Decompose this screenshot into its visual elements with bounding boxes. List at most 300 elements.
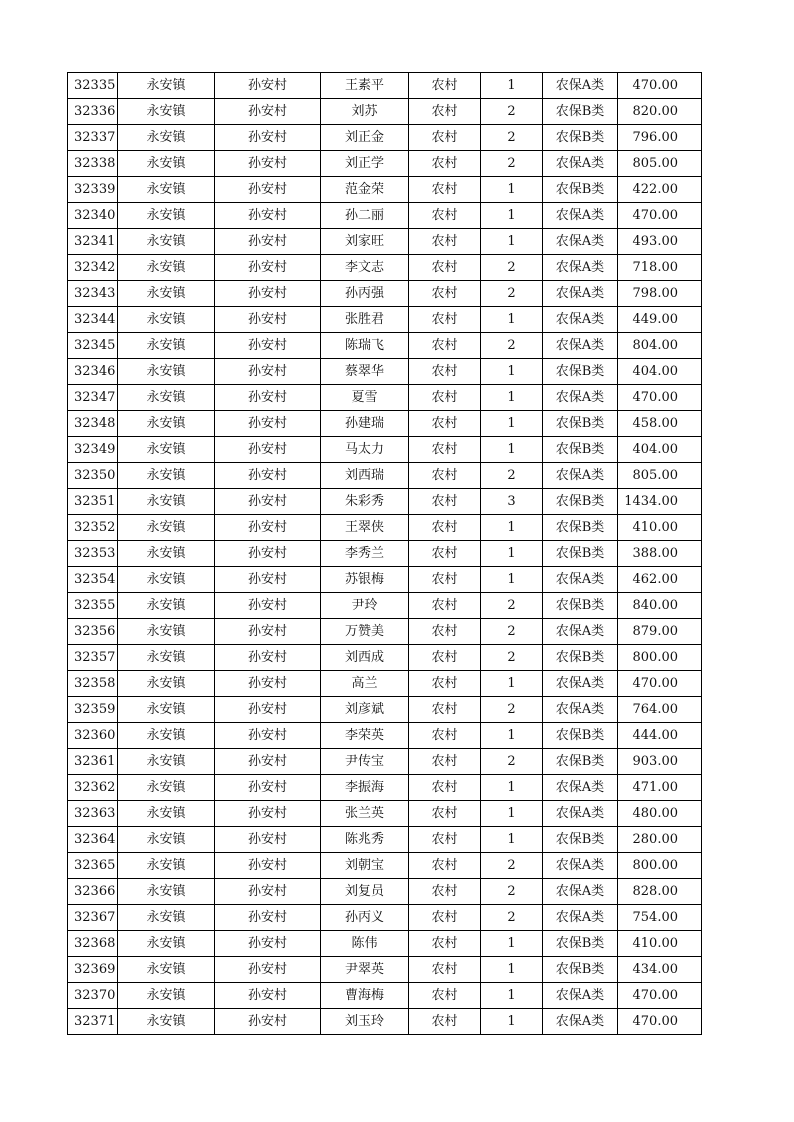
record-id-cell: 32344 xyxy=(68,307,118,333)
category-cell: 农保B类 xyxy=(543,723,618,749)
town-cell: 永安镇 xyxy=(118,957,215,983)
count-cell: 1 xyxy=(481,723,543,749)
town-cell: 永安镇 xyxy=(118,671,215,697)
category-cell: 农保B类 xyxy=(543,359,618,385)
record-id-cell: 32346 xyxy=(68,359,118,385)
amount-cell: 805.00 xyxy=(618,463,702,489)
town-cell: 永安镇 xyxy=(118,73,215,99)
town-cell: 永安镇 xyxy=(118,541,215,567)
amount-cell: 493.00 xyxy=(618,229,702,255)
town-cell: 永安镇 xyxy=(118,125,215,151)
category-cell: 农保A类 xyxy=(543,281,618,307)
type-cell: 农村 xyxy=(409,905,481,931)
amount-cell: 462.00 xyxy=(618,567,702,593)
record-id-cell: 32369 xyxy=(68,957,118,983)
name-cell: 苏银梅 xyxy=(321,567,409,593)
village-cell: 孙安村 xyxy=(215,749,321,775)
name-cell: 刘西成 xyxy=(321,645,409,671)
category-cell: 农保B类 xyxy=(543,645,618,671)
table-row xyxy=(68,697,702,723)
type-cell: 农村 xyxy=(409,385,481,411)
table-row xyxy=(68,983,702,1009)
amount-cell: 470.00 xyxy=(618,385,702,411)
name-cell: 刘彦斌 xyxy=(321,697,409,723)
town-cell: 永安镇 xyxy=(118,723,215,749)
amount-cell: 449.00 xyxy=(618,307,702,333)
town-cell: 永安镇 xyxy=(118,515,215,541)
table-row xyxy=(68,723,702,749)
amount-cell: 404.00 xyxy=(618,359,702,385)
table-row xyxy=(68,645,702,671)
name-cell: 刘正金 xyxy=(321,125,409,151)
count-cell: 2 xyxy=(481,905,543,931)
category-cell: 农保A类 xyxy=(543,801,618,827)
record-id-cell: 32354 xyxy=(68,567,118,593)
amount-cell: 796.00 xyxy=(618,125,702,151)
village-cell: 孙安村 xyxy=(215,775,321,801)
record-id-cell: 32345 xyxy=(68,333,118,359)
type-cell: 农村 xyxy=(409,541,481,567)
amount-cell: 470.00 xyxy=(618,73,702,99)
category-cell: 农保B类 xyxy=(543,931,618,957)
village-cell: 孙安村 xyxy=(215,411,321,437)
table-row xyxy=(68,255,702,281)
count-cell: 2 xyxy=(481,333,543,359)
village-cell: 孙安村 xyxy=(215,879,321,905)
record-id-cell: 32348 xyxy=(68,411,118,437)
town-cell: 永安镇 xyxy=(118,411,215,437)
amount-cell: 388.00 xyxy=(618,541,702,567)
table-row xyxy=(68,619,702,645)
type-cell: 农村 xyxy=(409,307,481,333)
type-cell: 农村 xyxy=(409,437,481,463)
record-id-cell: 32359 xyxy=(68,697,118,723)
name-cell: 蔡翠华 xyxy=(321,359,409,385)
name-cell: 孙丙义 xyxy=(321,905,409,931)
record-id-cell: 32342 xyxy=(68,255,118,281)
type-cell: 农村 xyxy=(409,99,481,125)
town-cell: 永安镇 xyxy=(118,229,215,255)
town-cell: 永安镇 xyxy=(118,99,215,125)
town-cell: 永安镇 xyxy=(118,177,215,203)
type-cell: 农村 xyxy=(409,801,481,827)
amount-cell: 840.00 xyxy=(618,593,702,619)
table-body xyxy=(68,73,702,1035)
type-cell: 农村 xyxy=(409,645,481,671)
village-cell: 孙安村 xyxy=(215,593,321,619)
category-cell: 农保A类 xyxy=(543,73,618,99)
count-cell: 2 xyxy=(481,645,543,671)
town-cell: 永安镇 xyxy=(118,697,215,723)
category-cell: 农保A类 xyxy=(543,151,618,177)
count-cell: 1 xyxy=(481,827,543,853)
amount-cell: 470.00 xyxy=(618,1009,702,1035)
name-cell: 夏雪 xyxy=(321,385,409,411)
amount-cell: 458.00 xyxy=(618,411,702,437)
record-id-cell: 32358 xyxy=(68,671,118,697)
name-cell: 张胜君 xyxy=(321,307,409,333)
type-cell: 农村 xyxy=(409,125,481,151)
category-cell: 农保B类 xyxy=(543,515,618,541)
type-cell: 农村 xyxy=(409,359,481,385)
village-cell: 孙安村 xyxy=(215,957,321,983)
town-cell: 永安镇 xyxy=(118,333,215,359)
count-cell: 1 xyxy=(481,203,543,229)
category-cell: 农保B类 xyxy=(543,177,618,203)
table-row xyxy=(68,775,702,801)
town-cell: 永安镇 xyxy=(118,151,215,177)
type-cell: 农村 xyxy=(409,749,481,775)
record-id-cell: 32341 xyxy=(68,229,118,255)
town-cell: 永安镇 xyxy=(118,489,215,515)
category-cell: 农保B类 xyxy=(543,749,618,775)
category-cell: 农保A类 xyxy=(543,255,618,281)
category-cell: 农保A类 xyxy=(543,307,618,333)
record-id-cell: 32336 xyxy=(68,99,118,125)
table-row xyxy=(68,203,702,229)
town-cell: 永安镇 xyxy=(118,255,215,281)
village-cell: 孙安村 xyxy=(215,1009,321,1035)
amount-cell: 1434.00 xyxy=(618,489,702,515)
type-cell: 农村 xyxy=(409,333,481,359)
category-cell: 农保A类 xyxy=(543,463,618,489)
table-row xyxy=(68,567,702,593)
amount-cell: 280.00 xyxy=(618,827,702,853)
count-cell: 1 xyxy=(481,567,543,593)
category-cell: 农保B类 xyxy=(543,593,618,619)
category-cell: 农保A类 xyxy=(543,853,618,879)
village-cell: 孙安村 xyxy=(215,177,321,203)
village-cell: 孙安村 xyxy=(215,931,321,957)
type-cell: 农村 xyxy=(409,229,481,255)
category-cell: 农保A类 xyxy=(543,983,618,1009)
type-cell: 农村 xyxy=(409,827,481,853)
count-cell: 2 xyxy=(481,879,543,905)
table-row xyxy=(68,827,702,853)
village-cell: 孙安村 xyxy=(215,489,321,515)
category-cell: 农保B类 xyxy=(543,827,618,853)
type-cell: 农村 xyxy=(409,489,481,515)
name-cell: 高兰 xyxy=(321,671,409,697)
type-cell: 农村 xyxy=(409,593,481,619)
amount-cell: 471.00 xyxy=(618,775,702,801)
count-cell: 1 xyxy=(481,1009,543,1035)
table-row xyxy=(68,671,702,697)
count-cell: 1 xyxy=(481,229,543,255)
village-cell: 孙安村 xyxy=(215,619,321,645)
count-cell: 2 xyxy=(481,619,543,645)
record-id-cell: 32356 xyxy=(68,619,118,645)
category-cell: 农保A类 xyxy=(543,905,618,931)
type-cell: 农村 xyxy=(409,515,481,541)
amount-cell: 444.00 xyxy=(618,723,702,749)
town-cell: 永安镇 xyxy=(118,567,215,593)
count-cell: 1 xyxy=(481,671,543,697)
record-id-cell: 32338 xyxy=(68,151,118,177)
village-cell: 孙安村 xyxy=(215,359,321,385)
type-cell: 农村 xyxy=(409,723,481,749)
count-cell: 2 xyxy=(481,463,543,489)
town-cell: 永安镇 xyxy=(118,203,215,229)
amount-cell: 805.00 xyxy=(618,151,702,177)
type-cell: 农村 xyxy=(409,931,481,957)
count-cell: 2 xyxy=(481,125,543,151)
record-id-cell: 32343 xyxy=(68,281,118,307)
record-id-cell: 32368 xyxy=(68,931,118,957)
town-cell: 永安镇 xyxy=(118,619,215,645)
amount-cell: 434.00 xyxy=(618,957,702,983)
type-cell: 农村 xyxy=(409,775,481,801)
count-cell: 1 xyxy=(481,359,543,385)
category-cell: 农保B类 xyxy=(543,411,618,437)
amount-cell: 422.00 xyxy=(618,177,702,203)
town-cell: 永安镇 xyxy=(118,827,215,853)
town-cell: 永安镇 xyxy=(118,463,215,489)
amount-cell: 800.00 xyxy=(618,853,702,879)
type-cell: 农村 xyxy=(409,567,481,593)
village-cell: 孙安村 xyxy=(215,801,321,827)
name-cell: 陈瑞飞 xyxy=(321,333,409,359)
records-table xyxy=(67,72,702,1035)
table-row xyxy=(68,801,702,827)
village-cell: 孙安村 xyxy=(215,541,321,567)
count-cell: 1 xyxy=(481,983,543,1009)
village-cell: 孙安村 xyxy=(215,307,321,333)
table-row xyxy=(68,463,702,489)
table-row xyxy=(68,515,702,541)
record-id-cell: 32363 xyxy=(68,801,118,827)
amount-cell: 480.00 xyxy=(618,801,702,827)
count-cell: 1 xyxy=(481,411,543,437)
record-id-cell: 32337 xyxy=(68,125,118,151)
category-cell: 农保A类 xyxy=(543,333,618,359)
amount-cell: 820.00 xyxy=(618,99,702,125)
name-cell: 刘苏 xyxy=(321,99,409,125)
amount-cell: 798.00 xyxy=(618,281,702,307)
record-id-cell: 32361 xyxy=(68,749,118,775)
table-row xyxy=(68,229,702,255)
amount-cell: 754.00 xyxy=(618,905,702,931)
type-cell: 农村 xyxy=(409,1009,481,1035)
town-cell: 永安镇 xyxy=(118,645,215,671)
name-cell: 刘朝宝 xyxy=(321,853,409,879)
village-cell: 孙安村 xyxy=(215,905,321,931)
village-cell: 孙安村 xyxy=(215,645,321,671)
town-cell: 永安镇 xyxy=(118,853,215,879)
name-cell: 万赞美 xyxy=(321,619,409,645)
table-row xyxy=(68,957,702,983)
table-row xyxy=(68,281,702,307)
town-cell: 永安镇 xyxy=(118,385,215,411)
record-id-cell: 32357 xyxy=(68,645,118,671)
table-row xyxy=(68,411,702,437)
count-cell: 1 xyxy=(481,307,543,333)
name-cell: 李振海 xyxy=(321,775,409,801)
table-row xyxy=(68,385,702,411)
count-cell: 1 xyxy=(481,801,543,827)
record-id-cell: 32365 xyxy=(68,853,118,879)
village-cell: 孙安村 xyxy=(215,463,321,489)
type-cell: 农村 xyxy=(409,853,481,879)
table-row xyxy=(68,177,702,203)
village-cell: 孙安村 xyxy=(215,125,321,151)
name-cell: 马太力 xyxy=(321,437,409,463)
category-cell: 农保B类 xyxy=(543,489,618,515)
count-cell: 1 xyxy=(481,385,543,411)
table-row xyxy=(68,749,702,775)
record-id-cell: 32349 xyxy=(68,437,118,463)
table-row xyxy=(68,333,702,359)
village-cell: 孙安村 xyxy=(215,255,321,281)
type-cell: 农村 xyxy=(409,879,481,905)
table-row xyxy=(68,853,702,879)
count-cell: 2 xyxy=(481,853,543,879)
record-id-cell: 32360 xyxy=(68,723,118,749)
village-cell: 孙安村 xyxy=(215,229,321,255)
amount-cell: 800.00 xyxy=(618,645,702,671)
record-id-cell: 32351 xyxy=(68,489,118,515)
record-id-cell: 32347 xyxy=(68,385,118,411)
town-cell: 永安镇 xyxy=(118,593,215,619)
table-row xyxy=(68,307,702,333)
type-cell: 农村 xyxy=(409,177,481,203)
category-cell: 农保A类 xyxy=(543,229,618,255)
name-cell: 陈兆秀 xyxy=(321,827,409,853)
town-cell: 永安镇 xyxy=(118,905,215,931)
category-cell: 农保A类 xyxy=(543,775,618,801)
category-cell: 农保A类 xyxy=(543,1009,618,1035)
table-row xyxy=(68,593,702,619)
category-cell: 农保A类 xyxy=(543,567,618,593)
count-cell: 1 xyxy=(481,177,543,203)
record-id-cell: 32352 xyxy=(68,515,118,541)
type-cell: 农村 xyxy=(409,983,481,1009)
count-cell: 2 xyxy=(481,697,543,723)
count-cell: 2 xyxy=(481,281,543,307)
village-cell: 孙安村 xyxy=(215,151,321,177)
village-cell: 孙安村 xyxy=(215,203,321,229)
count-cell: 1 xyxy=(481,515,543,541)
count-cell: 1 xyxy=(481,775,543,801)
amount-cell: 470.00 xyxy=(618,671,702,697)
town-cell: 永安镇 xyxy=(118,281,215,307)
count-cell: 3 xyxy=(481,489,543,515)
village-cell: 孙安村 xyxy=(215,515,321,541)
name-cell: 王翠侠 xyxy=(321,515,409,541)
table-row xyxy=(68,489,702,515)
amount-cell: 470.00 xyxy=(618,983,702,1009)
category-cell: 农保B类 xyxy=(543,99,618,125)
town-cell: 永安镇 xyxy=(118,749,215,775)
name-cell: 范金荣 xyxy=(321,177,409,203)
count-cell: 1 xyxy=(481,541,543,567)
table-row xyxy=(68,905,702,931)
name-cell: 刘家旺 xyxy=(321,229,409,255)
village-cell: 孙安村 xyxy=(215,99,321,125)
name-cell: 刘正学 xyxy=(321,151,409,177)
count-cell: 1 xyxy=(481,437,543,463)
count-cell: 2 xyxy=(481,593,543,619)
name-cell: 刘复员 xyxy=(321,879,409,905)
village-cell: 孙安村 xyxy=(215,671,321,697)
town-cell: 永安镇 xyxy=(118,801,215,827)
record-id-cell: 32335 xyxy=(68,73,118,99)
name-cell: 王素平 xyxy=(321,73,409,99)
category-cell: 农保B类 xyxy=(543,957,618,983)
record-id-cell: 32340 xyxy=(68,203,118,229)
type-cell: 农村 xyxy=(409,73,481,99)
name-cell: 曹海梅 xyxy=(321,983,409,1009)
name-cell: 孙建瑞 xyxy=(321,411,409,437)
name-cell: 李文志 xyxy=(321,255,409,281)
village-cell: 孙安村 xyxy=(215,567,321,593)
name-cell: 李秀兰 xyxy=(321,541,409,567)
amount-cell: 764.00 xyxy=(618,697,702,723)
name-cell: 尹玲 xyxy=(321,593,409,619)
name-cell: 孙丙强 xyxy=(321,281,409,307)
type-cell: 农村 xyxy=(409,281,481,307)
count-cell: 2 xyxy=(481,99,543,125)
record-id-cell: 32355 xyxy=(68,593,118,619)
type-cell: 农村 xyxy=(409,619,481,645)
town-cell: 永安镇 xyxy=(118,775,215,801)
village-cell: 孙安村 xyxy=(215,333,321,359)
table-row xyxy=(68,73,702,99)
town-cell: 永安镇 xyxy=(118,437,215,463)
table-row xyxy=(68,1009,702,1035)
village-cell: 孙安村 xyxy=(215,73,321,99)
village-cell: 孙安村 xyxy=(215,827,321,853)
category-cell: 农保A类 xyxy=(543,619,618,645)
village-cell: 孙安村 xyxy=(215,437,321,463)
name-cell: 张兰英 xyxy=(321,801,409,827)
town-cell: 永安镇 xyxy=(118,879,215,905)
amount-cell: 804.00 xyxy=(618,333,702,359)
village-cell: 孙安村 xyxy=(215,385,321,411)
record-id-cell: 32367 xyxy=(68,905,118,931)
count-cell: 2 xyxy=(481,151,543,177)
name-cell: 尹传宝 xyxy=(321,749,409,775)
village-cell: 孙安村 xyxy=(215,983,321,1009)
table-row xyxy=(68,541,702,567)
amount-cell: 404.00 xyxy=(618,437,702,463)
name-cell: 尹翠英 xyxy=(321,957,409,983)
type-cell: 农村 xyxy=(409,957,481,983)
type-cell: 农村 xyxy=(409,203,481,229)
table-row xyxy=(68,931,702,957)
record-id-cell: 32370 xyxy=(68,983,118,1009)
table-row xyxy=(68,99,702,125)
record-id-cell: 32350 xyxy=(68,463,118,489)
count-cell: 2 xyxy=(481,255,543,281)
amount-cell: 718.00 xyxy=(618,255,702,281)
category-cell: 农保A类 xyxy=(543,879,618,905)
town-cell: 永安镇 xyxy=(118,359,215,385)
record-id-cell: 32339 xyxy=(68,177,118,203)
town-cell: 永安镇 xyxy=(118,983,215,1009)
town-cell: 永安镇 xyxy=(118,931,215,957)
type-cell: 农村 xyxy=(409,463,481,489)
amount-cell: 470.00 xyxy=(618,203,702,229)
type-cell: 农村 xyxy=(409,697,481,723)
name-cell: 陈伟 xyxy=(321,931,409,957)
category-cell: 农保A类 xyxy=(543,671,618,697)
amount-cell: 879.00 xyxy=(618,619,702,645)
name-cell: 朱彩秀 xyxy=(321,489,409,515)
town-cell: 永安镇 xyxy=(118,307,215,333)
type-cell: 农村 xyxy=(409,255,481,281)
type-cell: 农村 xyxy=(409,671,481,697)
